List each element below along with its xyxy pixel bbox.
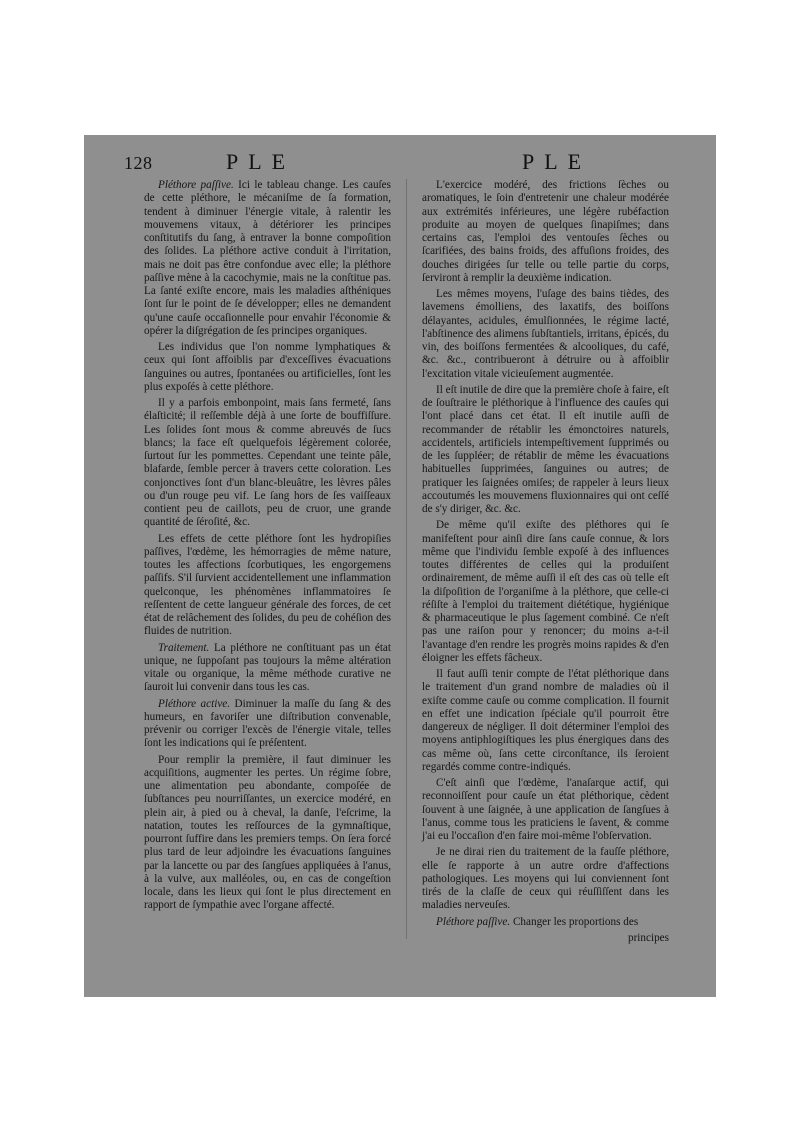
paragraph <box>422 384 669 517</box>
paragraph-text: La pléthore ne conſtituant pas un état unique, ne ſuppoſant pas toujours la même altération vitale ou organique, la même méthode curative ne ſauroit lui convenir dans tous les cas. <box>144 641 391 694</box>
column-divider <box>406 179 407 939</box>
right-column <box>422 179 669 945</box>
catchword: principes <box>627 931 669 944</box>
paragraph-text: Je ne dirai rien du traitement de la fauſſe pléthore, elle ſe rapporte à un autre ordre d'affections pathologiques. Les moyens qui lui conviennent ſont tirés de la claſſe de ceux qui réuſſiſſent dans les maladies nerveuſes. <box>422 846 669 912</box>
paragraph-lead: Pléthore paſſive. <box>158 179 234 191</box>
paragraph-text: Les effets de cette pléthore ſont les hydropiſies paſſives, l'œdème, les hémorragies de même nature, toutes les affections ſcorbutiques, les engorgemens paſſifs. S'il ſurvient accidentellement une inflammation quelconque, les phénomènes inflammatoires ſe reſſentent de cette langueur générale des forces, de cet état de relâchement des ſolides, du peu de cohéſion des fluides de nutrition. <box>144 532 391 638</box>
paragraph <box>422 777 669 843</box>
paragraph <box>144 754 391 913</box>
paragraph-text: Les mêmes moyens, l'uſage des bains tièdes, des lavemens émolliens, des laxatifs, des boiſſons délayantes, acidules, émulſionnées, le régime lacté, l'abſtinence des alimens ſubſtantiels, irritans, épicés, du vin, des boiſſons fermentées & alcooliques, du café, &c. &c., contribueront à détruire ou à affoiblir l'excitation vitale vicieuſement augmentée. <box>422 288 669 380</box>
paragraph <box>144 642 391 695</box>
paragraph <box>144 533 391 639</box>
paragraph <box>144 341 391 394</box>
paragraph <box>422 519 669 665</box>
page-header <box>84 149 716 179</box>
scanned-page <box>84 135 716 997</box>
paragraph <box>422 179 669 285</box>
running-head-right: PLE <box>522 149 592 174</box>
paragraph <box>422 288 669 381</box>
paragraph-text: Ici le tableau change. Les cauſes de cette pléthore, le mécaniſme de ſa formation, tendent à diminuer l'énergie vitale, à ralentir les mouvemens vitaux, à détériorer les principes conſtitutifs du ſang, à entraver la bonne compoſition des ſolides. La pléthore active conduit à l'irritation, mais ne doit pas être confondue avec elle; la pléthore paſſive mène à la cacochymie, mais ne la conſtitue pas. La ſanté exiſte encore, mais les maladies aſthéniques ſont ſur le point de ſe développer; elles ne demandent qu'une cauſe occaſionnelle pour envahir l'économie & opérer la diſgrégation de ſes principes organiques. <box>144 179 391 337</box>
paragraph-lead: Pléthore active. <box>158 697 231 710</box>
paragraph-text: Pour remplir la première, il faut diminuer les acquiſitions, augmenter les pertes. Un régime ſobre, une alimentation peu abondante, compoſée de ſubſtances peu nourriſſantes, un exercice modéré, en plein air, à pied ou à cheval, la danſe, l'eſcrime, la natation, toutes les reſſources de la gymnaſtique, pourront ſuffire dans les premiers temps. On ſera forcé plus tard de leur adjoindre les évacuations ſanguines par la lancette ou par des ſangſues appliquées à l'anus, à la vulve, aux malléoles, ou, en cas de congeſtion locale, dans les lieux qui ſont le plus directement en rapport de ſympathie avec l'organe affecté. <box>144 753 391 912</box>
paragraph <box>144 397 391 530</box>
left-column <box>144 179 391 913</box>
paragraph-text: L'exercice modéré, des frictions ſèches ou aromatiques, le ſoin d'entretenir une chaleur modérée aux extrémités inférieures, une légère rubéfaction produite au moyen de quelques ſinapiſmes; dans certains cas, l'emploi des ventouſes ſèches ou ſcarifiées, des bains froids, des affuſions froides, des douches dirigées ſur telle ou telle partie du corps, ſerviront à remplir la deuxième indication. <box>422 179 669 284</box>
paragraph-text: De même qu'il exiſte des pléthores qui ſe manifeſtent pour ainſi dire ſans cauſe connue, & lors même que l'individu ſemble expoſé à des influences toutes différentes de celles qui la produiſent ordinairement, de même auſſi il eſt des cas où telle eſt la diſpoſition de l'organiſme à la pléthore, que celle-ci réſiſte à l'emploi du traitement diététique, hygiénique & pharmaceutique le plus ſagement combiné. Ce n'eſt pas une raiſon pour y renoncer; du moins a-t-il l'avantage d'en rendre les progrès moins rapides & d'en éloigner les effets fâcheux. <box>422 519 669 664</box>
paragraph <box>144 179 391 338</box>
paragraph <box>422 846 669 912</box>
paragraph <box>144 698 391 751</box>
paragraph-text: Changer les proportions des <box>510 915 639 928</box>
paragraph-text: Diminuer la maſſe du ſang & des humeurs, en favoriſer une diſtribution convenable, prévenir ou corriger l'excès de l'énergie vitale, telles ſont les indications qui ſe préſentent. <box>144 697 391 750</box>
paragraph-lead: Traitement. <box>158 641 210 654</box>
paragraph <box>422 916 669 929</box>
paragraph-lead: Pléthore paſſive. <box>436 915 511 928</box>
paragraph-text: Il y a parfois embonpoint, mais ſans fermeté, ſans élaſticité; il reſſemble déjà à une ſorte de bouffiſſure. Les ſolides ſont mous & comme abreuvés de ſucs blancs; la face eſt quelquefois légèrement colorée, ſurtout ſur les pommettes. Cependant une teinte pâle, blafarde, ſemble percer à travers cette coloration. Les conjonctives ſont d'un blanc-bleuâtre, les lèvres pâles ou d'un rouge peu vif. Le ſang hors de ſes vaiſſeaux contient peu de caillots, peu de cruor, une grande quantité de ſéroſité, &c. <box>144 397 391 529</box>
paragraph <box>422 668 669 774</box>
paragraph-text: Il eſt inutile de dire que la première choſe à faire, eſt de ſouſtraire le pléthorique à l'influence des cauſes qui l'ont placé dans cet état. Il eſt inutile auſſi de recommander de rétablir les émonctoires naturels, accidentels, artificiels intempeſtivement ſupprimés ou de les ſuppléer; de rétablir de même les évacuations habituelles ſupprimées, ſanguines ou autres; de pratiquer les ſaignées omiſes; de rappeler à leurs lieux accoutumés les mouvemens fluxionnaires qui ont ceſſé de s'y diriger, &c. &c. <box>422 383 669 515</box>
paragraph-text: Il faut auſſi tenir compte de l'état pléthorique dans le traitement d'un grand nombre de maladies où il exiſte comme cauſe ou comme complication. Il fournit en effet une indication ſpéciale qu'il pourroit être dangereux de négliger. Il doit déterminer l'emploi des moyens antiphlogiſtiques les plus énergiques dans des cas même où, ſans cette circonſtance, ils ſeroient regardés comme contre-indiqués. <box>422 668 669 773</box>
running-head-left: PLE <box>226 149 296 174</box>
page-number: 128 <box>124 153 153 173</box>
paragraph-text: C'eſt ainſi que l'œdème, l'anaſarque actif, qui reconnoiſſent pour cauſe un état pléthorique, cèdent ſouvent à une ſaignée, à une application de ſangſues à l'anus, comme tous les praticiens le ſavent, & comme j'ai eu l'occaſion d'en faire moi-même l'obſervation. <box>422 777 669 842</box>
paragraph-text: Les individus que l'on nomme lymphatiques & ceux qui ſont affoiblis par d'exceſſives évacuations ſanguines ou autres, ſpontanées ou artificielles, ſont les plus expoſés à cette pléthore. <box>144 341 391 393</box>
